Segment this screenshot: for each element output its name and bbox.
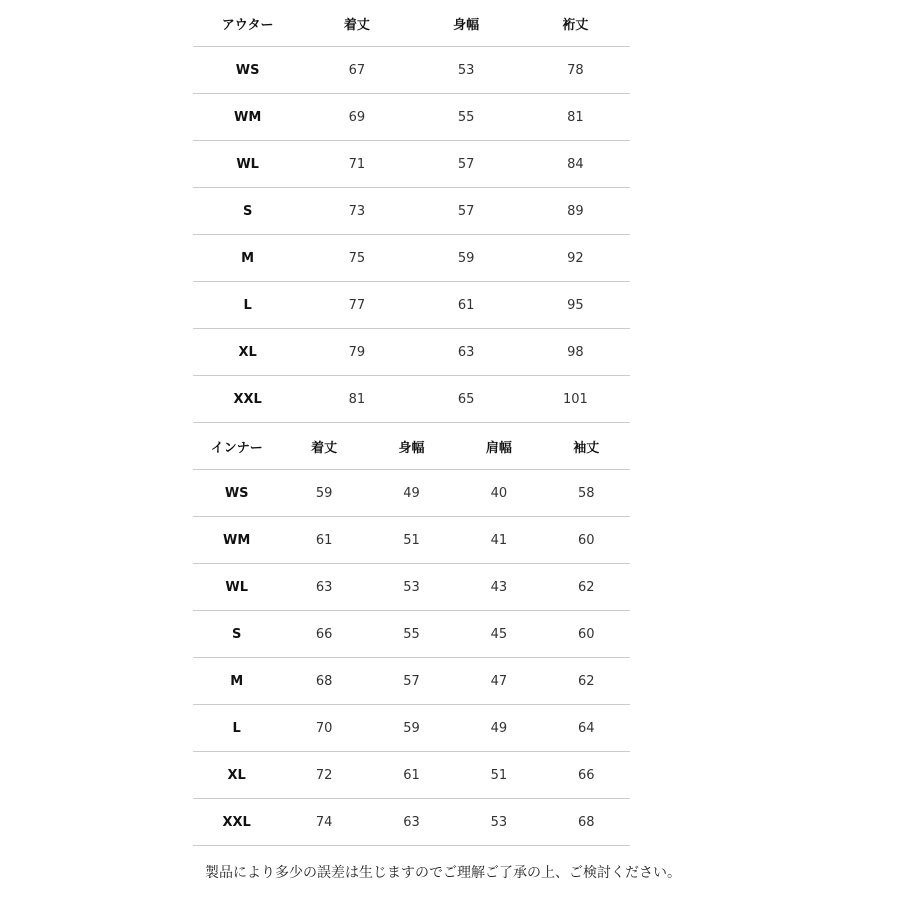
inner-header-cell: 袖丈 bbox=[543, 423, 630, 470]
inner-measure-cell: 63 bbox=[280, 564, 367, 611]
inner-measure-cell: 57 bbox=[368, 658, 455, 705]
inner-table-row bbox=[193, 658, 630, 705]
outer-measure-cell: 95 bbox=[521, 282, 630, 329]
inner-measure-cell: 47 bbox=[455, 658, 542, 705]
inner-table-row bbox=[193, 752, 630, 799]
outer-size-label: M bbox=[193, 235, 302, 282]
inner-size-label: L bbox=[193, 705, 280, 752]
outer-table-row bbox=[193, 94, 630, 141]
outer-measure-cell: 57 bbox=[412, 188, 521, 235]
inner-size-label: M bbox=[193, 658, 280, 705]
inner-table-row bbox=[193, 705, 630, 752]
inner-measure-cell: 68 bbox=[543, 799, 630, 846]
inner-measure-cell: 63 bbox=[368, 799, 455, 846]
inner-header-row bbox=[193, 423, 630, 470]
inner-measure-cell: 74 bbox=[280, 799, 367, 846]
outer-measure-cell: 89 bbox=[521, 188, 630, 235]
outer-measure-cell: 67 bbox=[302, 47, 411, 94]
inner-measure-cell: 53 bbox=[455, 799, 542, 846]
outer-measure-cell: 53 bbox=[412, 47, 521, 94]
outer-measure-cell: 63 bbox=[412, 329, 521, 376]
outer-table-row bbox=[193, 141, 630, 188]
inner-table-row bbox=[193, 517, 630, 564]
outer-measure-cell: 73 bbox=[302, 188, 411, 235]
outer-header-cell: 裄丈 bbox=[521, 0, 630, 47]
inner-measure-cell: 66 bbox=[543, 752, 630, 799]
inner-measure-cell: 53 bbox=[368, 564, 455, 611]
inner-measure-cell: 51 bbox=[455, 752, 542, 799]
outer-table-body bbox=[193, 0, 630, 423]
outer-measure-cell: 101 bbox=[521, 376, 630, 423]
outer-size-label: XL bbox=[193, 329, 302, 376]
inner-measure-cell: 58 bbox=[543, 470, 630, 517]
outer-measure-cell: 61 bbox=[412, 282, 521, 329]
inner-size-label: S bbox=[193, 611, 280, 658]
inner-measure-cell: 64 bbox=[543, 705, 630, 752]
outer-table-row bbox=[193, 376, 630, 423]
inner-size-label: XXL bbox=[193, 799, 280, 846]
inner-measure-cell: 41 bbox=[455, 517, 542, 564]
outer-table-row bbox=[193, 282, 630, 329]
outer-size-label: L bbox=[193, 282, 302, 329]
inner-measure-cell: 49 bbox=[368, 470, 455, 517]
inner-measure-cell: 61 bbox=[280, 517, 367, 564]
outer-header-row bbox=[193, 0, 630, 47]
outer-table-row bbox=[193, 329, 630, 376]
inner-size-label: WM bbox=[193, 517, 280, 564]
outer-measure-cell: 75 bbox=[302, 235, 411, 282]
inner-measure-cell: 62 bbox=[543, 564, 630, 611]
disclaimer-note: 製品により多少の誤差は生じますのでご理解ご了承の上、ご検討ください。 bbox=[205, 865, 681, 881]
outer-measure-cell: 81 bbox=[521, 94, 630, 141]
outer-measure-cell: 71 bbox=[302, 141, 411, 188]
inner-measure-cell: 59 bbox=[368, 705, 455, 752]
inner-measure-cell: 66 bbox=[280, 611, 367, 658]
inner-measure-cell: 70 bbox=[280, 705, 367, 752]
outer-measure-cell: 65 bbox=[412, 376, 521, 423]
inner-table-body bbox=[193, 423, 630, 846]
inner-header-cell: 身幅 bbox=[368, 423, 455, 470]
outer-size-table bbox=[193, 0, 630, 423]
inner-measure-cell: 60 bbox=[543, 517, 630, 564]
outer-size-label: WL bbox=[193, 141, 302, 188]
outer-measure-cell: 69 bbox=[302, 94, 411, 141]
outer-size-label: WS bbox=[193, 47, 302, 94]
outer-table-row bbox=[193, 47, 630, 94]
outer-size-label: XXL bbox=[193, 376, 302, 423]
outer-measure-cell: 55 bbox=[412, 94, 521, 141]
outer-measure-cell: 78 bbox=[521, 47, 630, 94]
inner-table-row bbox=[193, 470, 630, 517]
inner-measure-cell: 43 bbox=[455, 564, 542, 611]
inner-header-cell: 肩幅 bbox=[455, 423, 542, 470]
outer-header-cell: 身幅 bbox=[412, 0, 521, 47]
inner-measure-cell: 61 bbox=[368, 752, 455, 799]
inner-table-row bbox=[193, 564, 630, 611]
outer-measure-cell: 57 bbox=[412, 141, 521, 188]
inner-header-cell: インナー bbox=[193, 423, 280, 470]
inner-measure-cell: 72 bbox=[280, 752, 367, 799]
inner-measure-cell: 68 bbox=[280, 658, 367, 705]
outer-size-label: S bbox=[193, 188, 302, 235]
outer-size-label: WM bbox=[193, 94, 302, 141]
outer-measure-cell: 84 bbox=[521, 141, 630, 188]
inner-measure-cell: 60 bbox=[543, 611, 630, 658]
outer-measure-cell: 98 bbox=[521, 329, 630, 376]
inner-measure-cell: 51 bbox=[368, 517, 455, 564]
inner-header-cell: 着丈 bbox=[280, 423, 367, 470]
outer-header-cell: アウター bbox=[193, 0, 302, 47]
inner-size-label: XL bbox=[193, 752, 280, 799]
outer-measure-cell: 59 bbox=[412, 235, 521, 282]
inner-measure-cell: 62 bbox=[543, 658, 630, 705]
inner-table-row bbox=[193, 611, 630, 658]
outer-measure-cell: 79 bbox=[302, 329, 411, 376]
inner-size-label: WS bbox=[193, 470, 280, 517]
inner-measure-cell: 45 bbox=[455, 611, 542, 658]
inner-measure-cell: 49 bbox=[455, 705, 542, 752]
outer-table-row bbox=[193, 235, 630, 282]
inner-size-label: WL bbox=[193, 564, 280, 611]
inner-measure-cell: 40 bbox=[455, 470, 542, 517]
inner-size-table bbox=[193, 423, 630, 846]
inner-table-row bbox=[193, 799, 630, 846]
outer-header-cell: 着丈 bbox=[302, 0, 411, 47]
inner-measure-cell: 55 bbox=[368, 611, 455, 658]
outer-measure-cell: 92 bbox=[521, 235, 630, 282]
outer-measure-cell: 77 bbox=[302, 282, 411, 329]
outer-measure-cell: 81 bbox=[302, 376, 411, 423]
outer-table-row bbox=[193, 188, 630, 235]
inner-measure-cell: 59 bbox=[280, 470, 367, 517]
